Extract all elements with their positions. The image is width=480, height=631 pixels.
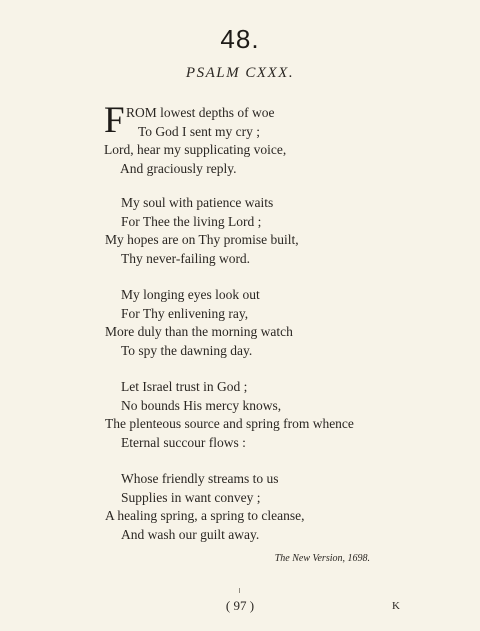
stanza-1-line-3: Lord, hear my supplicating voice,: [104, 142, 287, 157]
stanza-5-line-1: Whose friendly streams to us: [121, 471, 279, 486]
attribution: The New Version, 1698.: [274, 553, 370, 564]
stanza-4-line-1: Let Israel trust in God ;: [121, 379, 248, 394]
stanza-5-line-2: Supplies in want convey ;: [121, 489, 261, 505]
stanza-3-line-4: To spy the dawning day.: [121, 342, 253, 358]
page-number: ( 97 ): [225, 598, 255, 613]
hymn-number: 48.: [220, 24, 260, 54]
stanza-2-line-4: Thy never-failing word.: [121, 250, 251, 266]
stanza-1-line-4: And graciously reply.: [120, 160, 237, 176]
stanza-1-line-1: [104, 104, 286, 123]
stanza-4: [105, 378, 354, 452]
stanza-2-line-2: For Thee the living Lord ;: [121, 213, 262, 229]
stanza-4-line-4: Eternal succour flows :: [121, 434, 246, 450]
stanza-3-line-2: For Thy enlivening ray,: [121, 305, 249, 321]
stanza-5: [105, 470, 304, 544]
stanza-3-line-1: My longing eyes look out: [121, 287, 260, 302]
stanza-2: [105, 194, 299, 268]
stanza-2-line-1: My soul with patience waits: [121, 195, 274, 210]
stanza-5-line-4: And wash our guilt away.: [121, 526, 260, 542]
line-1-rest: ROM lowest depths of woe: [126, 105, 275, 120]
drop-cap: F: [104, 100, 125, 141]
stanza-3-line-3: More duly than the morning watch: [105, 324, 293, 339]
stanza-4-line-3: The plenteous source and spring from whence: [105, 416, 354, 431]
psalm-title: PSALM CXXX.: [185, 65, 295, 81]
stanza-5-line-3: A healing spring, a spring to cleanse,: [105, 508, 305, 523]
stanza-4-line-2: No bounds His mercy knows,: [121, 397, 282, 413]
printer-tick-mark: [239, 588, 240, 593]
stanza-3: [105, 286, 293, 360]
stanza-1: [104, 100, 287, 178]
stanza-1-line-2: To God I sent my cry ;: [138, 123, 261, 139]
signature-mark: K: [392, 600, 400, 612]
stanza-2-line-3: My hopes are on Thy promise built,: [105, 232, 299, 247]
